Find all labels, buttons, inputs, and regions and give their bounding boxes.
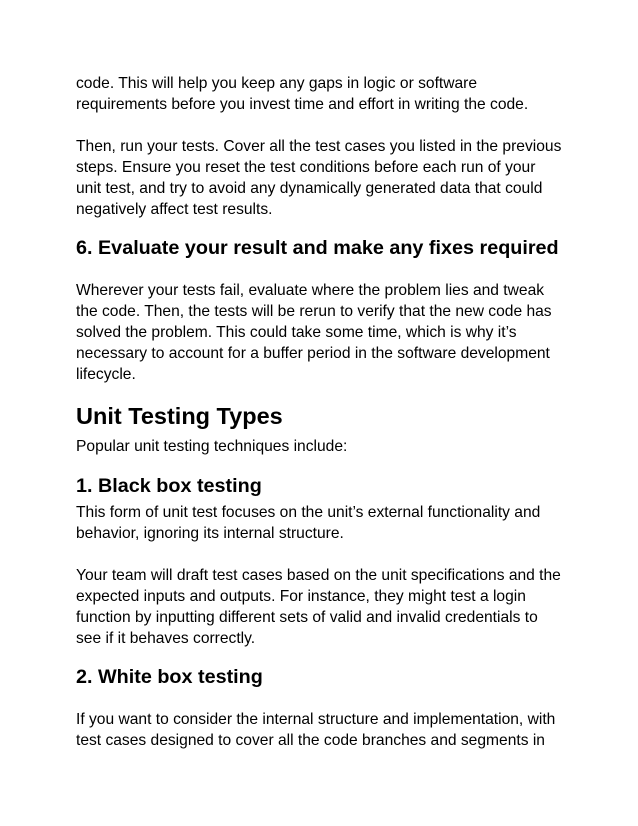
text-line: This form of unit test focuses on the unit’s external functionality and [76,504,541,521]
subheading-white-box: 2. White box testing [76,666,263,688]
text-line: Your team will draft test cases based on the unit specifications and the [76,567,561,584]
section-heading-step6: 6. Evaluate your result and make any fixes required [76,237,559,259]
text-line: the code. Then, the tests will be rerun to verify that the new code has [76,303,552,320]
text-line: see if it behaves correctly. [76,630,256,647]
text-line: requirements before you invest time and effort in writing the code. [76,96,529,113]
text-line: Then, run your tests. Cover all the test cases you listed in the previous [76,138,562,155]
text-line: behavior, ignoring its internal structure. [76,525,344,542]
paragraph-white-box [76,709,576,751]
paragraph-step6 [76,280,576,385]
text-line: expected inputs and outputs. For instance, they might test a login [76,588,526,605]
paragraph-intro-continuation [76,73,576,115]
paragraph-black-box-1 [76,502,576,544]
text-line: solved the problem. This could take some time, which is why it’s [76,324,517,341]
subheading-black-box: 1. Black box testing [76,475,262,497]
text-line: negatively affect test results. [76,201,273,218]
paragraph-run-tests [76,136,576,220]
text-line: function by inputting different sets of valid and invalid credentials to [76,609,538,626]
text-line: code. This will help you keep any gaps in logic or software [76,75,478,92]
text-line: steps. Ensure you reset the test conditions before each run of your [76,159,536,176]
text-line: unit test, and try to avoid any dynamically generated data that could [76,180,543,197]
text-line: necessary to account for a buffer period in the software development [76,345,550,362]
text-line: Popular unit testing techniques include: [76,438,348,455]
text-line: If you want to consider the internal structure and implementation, with [76,711,556,728]
text-line: lifecycle. [76,366,136,383]
section-heading-unit-testing-types: Unit Testing Types [76,403,283,429]
paragraph-types-intro [76,436,576,457]
paragraph-black-box-2 [76,565,576,649]
text-line: Wherever your tests fail, evaluate where the problem lies and tweak [76,282,545,299]
text-line: test cases designed to cover all the code branches and segments in [76,732,545,749]
